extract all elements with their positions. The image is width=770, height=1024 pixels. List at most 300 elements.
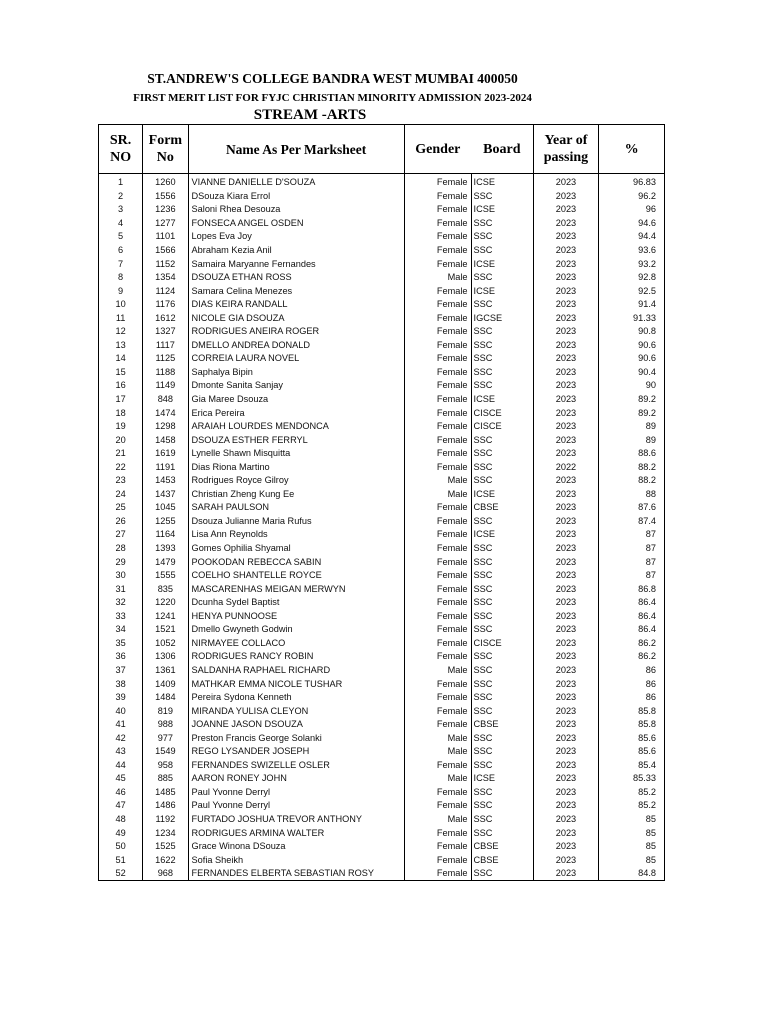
cell-form: 1556 [143, 190, 188, 204]
cell-sr: 9 [99, 284, 143, 298]
cell-year: 2023 [533, 853, 599, 867]
cell-percent: 87 [599, 569, 665, 583]
cell-sr: 11 [99, 311, 143, 325]
cell-year: 2023 [533, 542, 599, 556]
cell-gender: Female [404, 217, 471, 231]
cell-percent: 86 [599, 677, 665, 691]
cell-board: SSC [471, 474, 533, 488]
cell-form: 1437 [143, 488, 188, 502]
table-row [99, 853, 665, 867]
cell-form: 1192 [143, 813, 188, 827]
cell-name: Christian Zheng Kung Ee [188, 488, 404, 502]
cell-year: 2023 [533, 786, 599, 800]
table-row [99, 474, 665, 488]
cell-sr: 18 [99, 406, 143, 420]
cell-name: HENYA PUNNOOSE [188, 610, 404, 624]
cell-name: Rodrigues Royce Gilroy [188, 474, 404, 488]
cell-year: 2023 [533, 731, 599, 745]
table-row [99, 325, 665, 339]
cell-gender: Female [404, 339, 471, 353]
cell-gender: Female [404, 460, 471, 474]
cell-percent: 90 [599, 379, 665, 393]
cell-sr: 38 [99, 677, 143, 691]
cell-board: SSC [471, 799, 533, 813]
cell-sr: 52 [99, 867, 143, 881]
cell-percent: 90.6 [599, 352, 665, 366]
cell-percent: 91.4 [599, 298, 665, 312]
cell-sr: 44 [99, 759, 143, 773]
cell-year: 2023 [533, 190, 599, 204]
cell-board: ICSE [471, 257, 533, 271]
cell-sr: 49 [99, 826, 143, 840]
table-row [99, 867, 665, 881]
cell-percent: 86.4 [599, 596, 665, 610]
cell-form: 1485 [143, 786, 188, 800]
cell-percent: 87.4 [599, 515, 665, 529]
cell-gender: Female [404, 786, 471, 800]
cell-form: 1549 [143, 745, 188, 759]
cell-board: CBSE [471, 840, 533, 854]
cell-board: SSC [471, 460, 533, 474]
cell-year: 2023 [533, 474, 599, 488]
cell-board: SSC [471, 352, 533, 366]
cell-sr: 10 [99, 298, 143, 312]
cell-form: 1458 [143, 433, 188, 447]
cell-form: 1306 [143, 650, 188, 664]
col-header-gender: Gender [404, 125, 471, 174]
table-row [99, 311, 665, 325]
cell-sr: 6 [99, 244, 143, 258]
cell-year: 2023 [533, 406, 599, 420]
cell-name: Lisa Ann Reynolds [188, 528, 404, 542]
cell-name: REGO LYSANDER JOSEPH [188, 745, 404, 759]
cell-year: 2023 [533, 230, 599, 244]
cell-gender: Male [404, 813, 471, 827]
cell-name: Abraham Kezia Anil [188, 244, 404, 258]
col-header-percent: % [599, 125, 665, 174]
cell-sr: 24 [99, 488, 143, 502]
cell-name: FERNANDES ELBERTA SEBASTIAN ROSY [188, 867, 404, 881]
table-row [99, 542, 665, 556]
cell-sr: 34 [99, 623, 143, 637]
cell-gender: Female [404, 637, 471, 651]
cell-sr: 35 [99, 637, 143, 651]
table-row [99, 244, 665, 258]
table-row [99, 501, 665, 515]
cell-percent: 90.4 [599, 366, 665, 380]
cell-gender: Female [404, 393, 471, 407]
cell-year: 2023 [533, 420, 599, 434]
cell-sr: 15 [99, 366, 143, 380]
cell-form: 1220 [143, 596, 188, 610]
cell-gender: Female [404, 542, 471, 556]
table-row [99, 555, 665, 569]
cell-year: 2023 [533, 582, 599, 596]
cell-sr: 47 [99, 799, 143, 813]
cell-form: 1486 [143, 799, 188, 813]
cell-sr: 25 [99, 501, 143, 515]
merit-list-table [98, 124, 665, 881]
cell-name: Paul Yvonne Derryl [188, 799, 404, 813]
cell-board: ICSE [471, 528, 533, 542]
cell-board: SSC [471, 515, 533, 529]
table-row [99, 623, 665, 637]
table-row [99, 731, 665, 745]
cell-sr: 41 [99, 718, 143, 732]
cell-percent: 92.5 [599, 284, 665, 298]
cell-form: 1152 [143, 257, 188, 271]
cell-name: Dcunha Sydel Baptist [188, 596, 404, 610]
table-row [99, 813, 665, 827]
cell-gender: Male [404, 488, 471, 502]
cell-percent: 96.83 [599, 174, 665, 190]
cell-board: ICSE [471, 772, 533, 786]
cell-form: 1255 [143, 515, 188, 529]
cell-name: Pereira Sydona Kenneth [188, 691, 404, 705]
cell-gender: Female [404, 528, 471, 542]
table-row [99, 366, 665, 380]
cell-sr: 17 [99, 393, 143, 407]
cell-form: 1164 [143, 528, 188, 542]
cell-board: CISCE [471, 420, 533, 434]
col-header-form: Form No [143, 125, 188, 174]
cell-gender: Male [404, 772, 471, 786]
cell-gender: Female [404, 230, 471, 244]
cell-form: 885 [143, 772, 188, 786]
cell-percent: 86 [599, 664, 665, 678]
cell-year: 2023 [533, 366, 599, 380]
cell-name: Dias Riona Martino [188, 460, 404, 474]
cell-name: NICOLE GIA DSOUZA [188, 311, 404, 325]
table-row [99, 230, 665, 244]
cell-form: 819 [143, 704, 188, 718]
cell-sr: 37 [99, 664, 143, 678]
cell-percent: 89 [599, 433, 665, 447]
table-row [99, 759, 665, 773]
cell-board: SSC [471, 813, 533, 827]
cell-form: 1045 [143, 501, 188, 515]
cell-gender: Female [404, 298, 471, 312]
cell-gender: Female [404, 826, 471, 840]
merit-list-title: FIRST MERIT LIST FOR FYJC CHRISTIAN MINORITY ADMISSION 2023-2024 [133, 92, 532, 104]
cell-year: 2022 [533, 460, 599, 474]
table-row [99, 339, 665, 353]
cell-percent: 96.2 [599, 190, 665, 204]
cell-gender: Female [404, 677, 471, 691]
cell-name: DMELLO ANDREA DONALD [188, 339, 404, 353]
cell-gender: Female [404, 284, 471, 298]
cell-board: SSC [471, 623, 533, 637]
cell-gender: Female [404, 582, 471, 596]
cell-year: 2023 [533, 284, 599, 298]
cell-name: Preston Francis George Solanki [188, 731, 404, 745]
cell-year: 2023 [533, 637, 599, 651]
cell-form: 1474 [143, 406, 188, 420]
cell-gender: Female [404, 420, 471, 434]
cell-board: SSC [471, 786, 533, 800]
cell-form: 1260 [143, 174, 188, 190]
cell-percent: 86.8 [599, 582, 665, 596]
cell-sr: 42 [99, 731, 143, 745]
cell-form: 1453 [143, 474, 188, 488]
cell-percent: 86.2 [599, 637, 665, 651]
cell-gender: Male [404, 745, 471, 759]
cell-year: 2023 [533, 610, 599, 624]
cell-form: 1176 [143, 298, 188, 312]
cell-name: Gomes Ophilia Shyamal [188, 542, 404, 556]
cell-year: 2023 [533, 677, 599, 691]
cell-name: Gia Maree Dsouza [188, 393, 404, 407]
cell-sr: 20 [99, 433, 143, 447]
cell-sr: 40 [99, 704, 143, 718]
cell-form: 977 [143, 731, 188, 745]
cell-sr: 14 [99, 352, 143, 366]
table-row [99, 271, 665, 285]
table-row [99, 488, 665, 502]
cell-sr: 32 [99, 596, 143, 610]
cell-sr: 50 [99, 840, 143, 854]
cell-name: SALDANHA RAPHAEL RICHARD [188, 664, 404, 678]
cell-form: 1124 [143, 284, 188, 298]
cell-board: SSC [471, 271, 533, 285]
cell-gender: Female [404, 311, 471, 325]
table-row [99, 596, 665, 610]
cell-sr: 23 [99, 474, 143, 488]
cell-form: 1479 [143, 555, 188, 569]
cell-percent: 86.2 [599, 650, 665, 664]
table-row [99, 677, 665, 691]
cell-year: 2023 [533, 203, 599, 217]
table-row [99, 610, 665, 624]
cell-gender: Female [404, 704, 471, 718]
cell-gender: Female [404, 190, 471, 204]
table-row [99, 406, 665, 420]
cell-board: SSC [471, 298, 533, 312]
cell-board: SSC [471, 596, 533, 610]
cell-gender: Female [404, 799, 471, 813]
cell-percent: 85.2 [599, 799, 665, 813]
cell-year: 2023 [533, 826, 599, 840]
cell-percent: 85.2 [599, 786, 665, 800]
cell-gender: Female [404, 379, 471, 393]
cell-name: NIRMAYEE COLLACO [188, 637, 404, 651]
cell-gender: Female [404, 867, 471, 881]
cell-percent: 86.4 [599, 610, 665, 624]
cell-percent: 96 [599, 203, 665, 217]
cell-name: MATHKAR EMMA NICOLE TUSHAR [188, 677, 404, 691]
cell-board: IGCSE [471, 311, 533, 325]
cell-year: 2023 [533, 325, 599, 339]
cell-name: AARON RONEY JOHN [188, 772, 404, 786]
cell-name: SARAH PAULSON [188, 501, 404, 515]
cell-gender: Male [404, 664, 471, 678]
cell-percent: 88.2 [599, 460, 665, 474]
cell-percent: 86.4 [599, 623, 665, 637]
college-title: ST.ANDREW'S COLLEGE BANDRA WEST MUMBAI 400050 [147, 71, 518, 86]
table-row [99, 460, 665, 474]
cell-sr: 3 [99, 203, 143, 217]
cell-percent: 85 [599, 853, 665, 867]
cell-year: 2023 [533, 515, 599, 529]
cell-board: SSC [471, 704, 533, 718]
cell-sr: 43 [99, 745, 143, 759]
cell-sr: 8 [99, 271, 143, 285]
cell-name: Samaira Maryanne Fernandes [188, 257, 404, 271]
cell-board: CBSE [471, 501, 533, 515]
cell-form: 1327 [143, 325, 188, 339]
cell-form: 1622 [143, 853, 188, 867]
cell-gender: Female [404, 325, 471, 339]
cell-sr: 33 [99, 610, 143, 624]
cell-gender: Female [404, 853, 471, 867]
table-row [99, 420, 665, 434]
cell-board: SSC [471, 217, 533, 231]
cell-name: Lynelle Shawn Misquitta [188, 447, 404, 461]
cell-board: SSC [471, 664, 533, 678]
cell-sr: 46 [99, 786, 143, 800]
cell-board: SSC [471, 433, 533, 447]
cell-year: 2023 [533, 271, 599, 285]
cell-name: POOKODAN REBECCA SABIN [188, 555, 404, 569]
cell-sr: 12 [99, 325, 143, 339]
cell-form: 988 [143, 718, 188, 732]
cell-board: SSC [471, 190, 533, 204]
table-header-row [99, 125, 665, 174]
cell-sr: 30 [99, 569, 143, 583]
cell-percent: 85 [599, 826, 665, 840]
col-header-sr: SR. NO [99, 125, 143, 174]
cell-name: Saphalya Bipin [188, 366, 404, 380]
cell-form: 1354 [143, 271, 188, 285]
table-row [99, 799, 665, 813]
col-header-board: Board [471, 125, 533, 174]
cell-board: CISCE [471, 406, 533, 420]
table-row [99, 352, 665, 366]
cell-form: 1052 [143, 637, 188, 651]
cell-year: 2023 [533, 813, 599, 827]
cell-form: 1393 [143, 542, 188, 556]
cell-gender: Female [404, 447, 471, 461]
cell-sr: 26 [99, 515, 143, 529]
cell-gender: Female [404, 257, 471, 271]
table-row [99, 284, 665, 298]
table-row [99, 528, 665, 542]
cell-gender: Female [404, 596, 471, 610]
cell-board: SSC [471, 691, 533, 705]
cell-board: SSC [471, 447, 533, 461]
cell-gender: Female [404, 203, 471, 217]
cell-percent: 87 [599, 542, 665, 556]
cell-year: 2023 [533, 718, 599, 732]
cell-name: DSouza Kiara Errol [188, 190, 404, 204]
cell-board: SSC [471, 230, 533, 244]
cell-board: SSC [471, 650, 533, 664]
table-row [99, 691, 665, 705]
cell-percent: 94.4 [599, 230, 665, 244]
cell-board: SSC [471, 826, 533, 840]
cell-sr: 29 [99, 555, 143, 569]
cell-percent: 88.6 [599, 447, 665, 461]
cell-sr: 1 [99, 174, 143, 190]
cell-board: SSC [471, 731, 533, 745]
cell-percent: 87.6 [599, 501, 665, 515]
cell-percent: 85.8 [599, 718, 665, 732]
cell-form: 1101 [143, 230, 188, 244]
cell-year: 2023 [533, 704, 599, 718]
cell-form: 1149 [143, 379, 188, 393]
table-row [99, 433, 665, 447]
cell-sr: 31 [99, 582, 143, 596]
cell-name: DSOUZA ESTHER FERRYL [188, 433, 404, 447]
cell-year: 2023 [533, 569, 599, 583]
table-row [99, 569, 665, 583]
cell-gender: Female [404, 515, 471, 529]
cell-year: 2023 [533, 501, 599, 515]
cell-name: MIRANDA YULISA CLEYON [188, 704, 404, 718]
cell-gender: Female [404, 840, 471, 854]
cell-sr: 13 [99, 339, 143, 353]
cell-board: ICSE [471, 488, 533, 502]
cell-name: Dsouza Julianne Maria Rufus [188, 515, 404, 529]
stream-title: STREAM -ARTS [253, 107, 367, 123]
cell-name: Sofia Sheikh [188, 853, 404, 867]
cell-board: SSC [471, 745, 533, 759]
cell-name: RODRIGUES RANCY ROBIN [188, 650, 404, 664]
cell-year: 2023 [533, 298, 599, 312]
cell-gender: Male [404, 731, 471, 745]
cell-gender: Male [404, 474, 471, 488]
cell-form: 1521 [143, 623, 188, 637]
table-row [99, 826, 665, 840]
cell-sr: 2 [99, 190, 143, 204]
cell-form: 1191 [143, 460, 188, 474]
cell-year: 2023 [533, 555, 599, 569]
cell-form: 1298 [143, 420, 188, 434]
table-row [99, 217, 665, 231]
cell-gender: Female [404, 759, 471, 773]
cell-percent: 91.33 [599, 311, 665, 325]
col-header-name: Name As Per Marksheet [188, 125, 404, 174]
cell-percent: 85.8 [599, 704, 665, 718]
cell-year: 2023 [533, 433, 599, 447]
col-header-year: Year of passing [533, 125, 599, 174]
cell-year: 2023 [533, 691, 599, 705]
cell-sr: 48 [99, 813, 143, 827]
cell-name: RODRIGUES ANEIRA ROGER [188, 325, 404, 339]
cell-year: 2023 [533, 311, 599, 325]
cell-percent: 87 [599, 555, 665, 569]
table-row [99, 298, 665, 312]
cell-sr: 36 [99, 650, 143, 664]
cell-board: SSC [471, 610, 533, 624]
cell-name: JOANNE JASON DSOUZA [188, 718, 404, 732]
cell-board: SSC [471, 759, 533, 773]
table-row [99, 840, 665, 854]
table-row [99, 515, 665, 529]
cell-name: FONSECA ANGEL OSDEN [188, 217, 404, 231]
table-row [99, 257, 665, 271]
cell-percent: 88 [599, 488, 665, 502]
cell-board: SSC [471, 569, 533, 583]
cell-year: 2023 [533, 772, 599, 786]
cell-form: 1188 [143, 366, 188, 380]
cell-board: SSC [471, 555, 533, 569]
cell-sr: 21 [99, 447, 143, 461]
cell-name: Grace Winona DSouza [188, 840, 404, 854]
cell-name: Paul Yvonne Derryl [188, 786, 404, 800]
cell-gender: Female [404, 610, 471, 624]
table-row [99, 393, 665, 407]
